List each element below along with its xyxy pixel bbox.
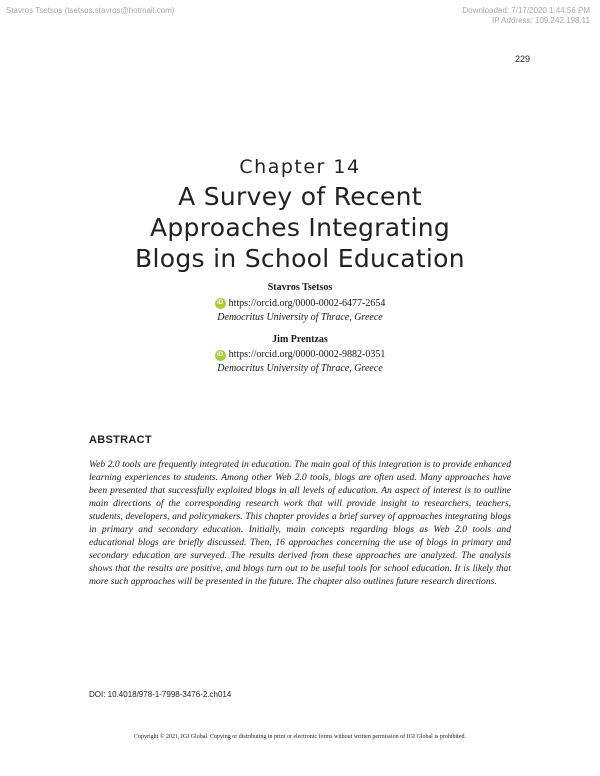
orcid-url[interactable]: https://orcid.org/0000-0002-9882-0351: [228, 349, 386, 360]
orcid-url[interactable]: https://orcid.org/0000-0002-6477-2654: [228, 297, 386, 309]
orcid-icon: iD: [215, 350, 226, 361]
download-watermark-user: Stavros Tsetsos (tsetsos.stavros@hotmail.com): [6, 6, 175, 15]
abstract-text: Web 2.0 tools are frequently integrated in education. The main goal of this integration is to provide enhanced learning experiences to students. Among other Web 2.0 tools, blogs are often used. Many approaches have been presented that successfully exploited blogs in all levels of education. An aspect of interest is to outline main directions of the corresponding research work that will provide insight to researchers, teachers, students, developers, and policymakers. This chapter provides a brief survey of approaches integrating blogs in primary and secondary education. Initially, main concepts regarding blogs as Web 2.0 tools and educational blogs are briefly discussed. Then, 16 approaches concerning the use of blogs in primary and secondary education are surveyed. The results derived from these approaches are analyzed. The analysis shows that the results are positive, and blogs turn out to be useful tools for school education. It is likely that more such approaches will be presented in the future. The chapter also outlines future research directions.: [89, 459, 511, 587]
author-affiliation: Democritus University of Thrace, Greece: [217, 363, 383, 374]
author-affiliation: Democritus University of Thrace, Greece: [217, 311, 383, 323]
chapter-title-line: A Survey of Recent: [178, 182, 422, 211]
abstract-heading: ABSTRACT: [89, 434, 152, 446]
ip-address: IP Address: 109.242.198.11: [491, 16, 590, 25]
chapter-title-line: Approaches Integrating: [149, 213, 451, 242]
orcid-icon: iD: [215, 298, 226, 309]
author-block: [0, 281, 600, 384]
download-watermark-info: [462, 6, 590, 26]
chapter-title-line: Blogs in School Education: [135, 244, 465, 273]
author-name: Stavros Tsetsos: [267, 282, 333, 293]
author-2: [0, 333, 600, 377]
chapter-label: Chapter 14: [239, 156, 361, 178]
copyright-notice: Copyright © 2021, IGI Global. Copying or distributing in print or electronic forms without written permission of IGI Global is prohibited.: [133, 734, 466, 740]
author-name: Jim Prentzas: [272, 333, 328, 345]
chapter-title: [80, 181, 520, 274]
download-date: Downloaded: 7/17/2020 1:44:56 PM: [462, 6, 590, 15]
orcid-link[interactable]: [215, 297, 386, 311]
page-number: 229: [514, 54, 530, 64]
orcid-link[interactable]: [215, 348, 386, 362]
author-1: [0, 281, 600, 325]
doi: DOI: 10.4018/978-1-7998-3476-2.ch014: [89, 690, 232, 699]
